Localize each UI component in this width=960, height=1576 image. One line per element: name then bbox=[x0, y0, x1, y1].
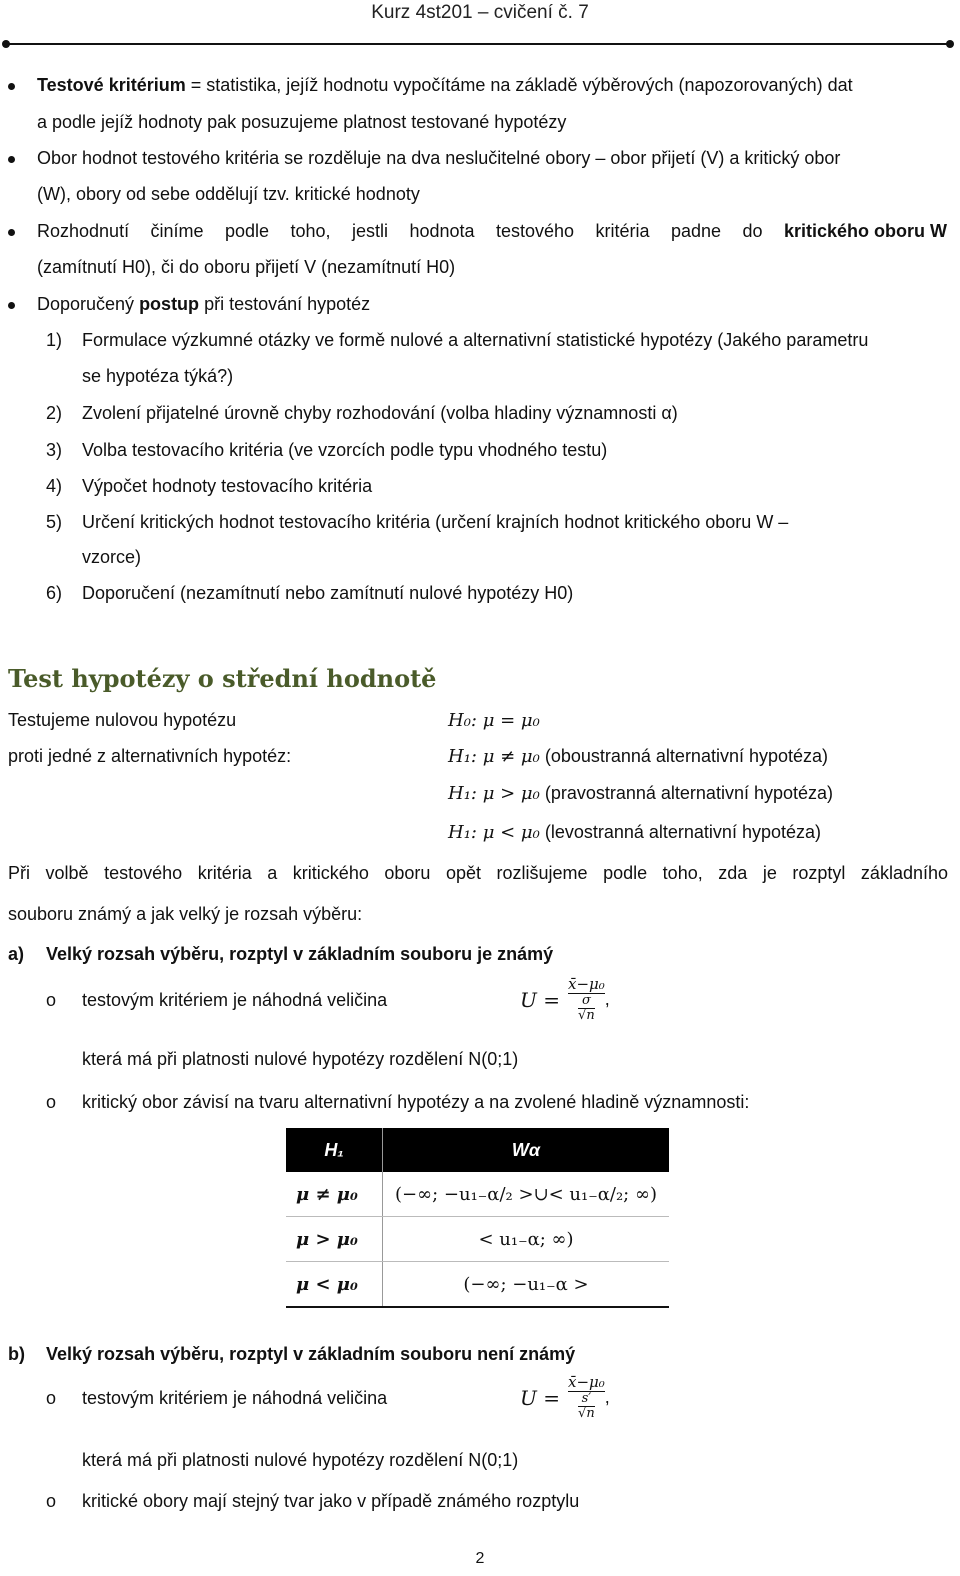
word: padne bbox=[670, 221, 722, 241]
denominator-top: s′ bbox=[581, 1390, 592, 1406]
bullet-4-line-1 bbox=[37, 294, 370, 315]
h1-formula: H₁: μ ≠ μ₀ bbox=[448, 746, 540, 767]
table-row bbox=[286, 1262, 669, 1308]
step-text: Doporučení (nezamítnutí nebo zamítnutí nulové hypotézy H0) bbox=[82, 583, 574, 603]
case-b-title: Velký rozsah výběru, rozptyl v základním souboru není známý bbox=[46, 1344, 576, 1364]
h1-desc: (levostranná alternativní hypotéza) bbox=[539, 822, 821, 842]
denominator-bottom: √n bbox=[578, 1405, 595, 1421]
table-cell: (−∞; −u₁₋α/₂ >∪< u₁₋α/₂; ∞) bbox=[383, 1172, 670, 1217]
case-a-label: a) bbox=[8, 944, 25, 964]
term-bold: postup bbox=[139, 294, 200, 314]
step-text: se hypotéza týká?) bbox=[82, 366, 234, 386]
h1-formula: H₁: μ < μ₀ bbox=[448, 822, 540, 843]
word: Rozhodnutí bbox=[37, 221, 130, 241]
table-header: Wα bbox=[383, 1128, 670, 1172]
list-marker: o bbox=[46, 1092, 57, 1112]
step-number: 6) bbox=[46, 583, 63, 603]
alternative-1 bbox=[448, 746, 828, 767]
fraction-numerator: x̄−μ₀ bbox=[567, 1373, 605, 1391]
word: činíme bbox=[150, 221, 204, 241]
fraction bbox=[568, 976, 605, 1023]
page-header: Kurz 4st201 – cvičení č. 7 bbox=[371, 2, 589, 23]
table-cell: μ < μ₀ bbox=[286, 1262, 383, 1308]
bullet-4-text: Doporučený bbox=[37, 294, 140, 314]
case-a-distribution: která má při platnosti nulové hypotézy rozdělení N(0;1) bbox=[82, 1049, 519, 1069]
fraction-denominator bbox=[578, 994, 595, 1024]
case-b-formula bbox=[520, 1374, 610, 1421]
step-text: Formulace výzkumné otázky ve formě nulové a alternativní statistické hypotézy (Jakého parametru bbox=[82, 330, 869, 350]
critical-region-table bbox=[286, 1128, 669, 1308]
word: do bbox=[742, 221, 763, 241]
h1-desc: (pravostranná alternativní hypotéza) bbox=[539, 783, 834, 803]
bullet-dot bbox=[8, 83, 15, 90]
bullet-dot bbox=[8, 229, 15, 236]
case-a-item-1: testovým kritériem je náhodná veličina bbox=[82, 990, 388, 1010]
word: hodnota bbox=[409, 221, 475, 241]
h0-formula: H₀: μ = μ₀ bbox=[448, 710, 540, 731]
case-b-label: b) bbox=[8, 1344, 25, 1364]
case-a-title: Velký rozsah výběru, rozptyl v základním souboru je známý bbox=[46, 944, 554, 964]
step-text: Určení kritických hodnot testovacího kritéria (určení krajních hodnot kritického oboru W – bbox=[82, 512, 789, 532]
case-a-item-2: kritický obor závisí na tvaru alternativní hypotézy a na zvolené hladině významnosti: bbox=[82, 1092, 750, 1112]
formula-lhs: U = bbox=[520, 987, 560, 1012]
bullet-1-line-1 bbox=[37, 75, 853, 96]
formula-lhs: U = bbox=[520, 1385, 560, 1410]
bullet-3-line-2: (zamítnutí H0), či do oboru přijetí V (nezamítnutí H0) bbox=[37, 257, 456, 277]
case-a-formula bbox=[520, 976, 610, 1023]
word: kritéria bbox=[595, 221, 650, 241]
paragraph-line-1: Při volbě testového kritéria a kritického oboru opět rozlišujeme podle toho, zda je rozptyl základního bbox=[8, 863, 948, 883]
list-marker: o bbox=[46, 1491, 57, 1511]
table-row bbox=[286, 1217, 669, 1262]
h1-desc: (oboustranná alternativní hypotéza) bbox=[539, 746, 829, 766]
step-text: Volba testovacího kritéria (ve vzorcích podle typu vhodného testu) bbox=[82, 440, 608, 460]
list-marker: o bbox=[46, 990, 57, 1010]
table-cell: (−∞; −u₁₋α > bbox=[383, 1262, 670, 1308]
word: toho, bbox=[290, 221, 331, 241]
step-number: 3) bbox=[46, 440, 63, 460]
h1-formula: H₁: μ > μ₀ bbox=[448, 783, 540, 804]
denominator-bottom: √n bbox=[578, 1007, 595, 1023]
bullet-1-line-2: a podle jejíž hodnoty pak posuzujeme platnost testované hypotézy bbox=[37, 112, 567, 132]
comma: , bbox=[604, 1387, 610, 1408]
word: podle bbox=[225, 221, 270, 241]
fraction-numerator: x̄−μ₀ bbox=[567, 975, 605, 993]
table-cell: μ ≠ μ₀ bbox=[286, 1172, 383, 1217]
alternative-3 bbox=[448, 822, 821, 843]
case-b-item-2: kritické obory mají stejný tvar jako v případě známého rozptylu bbox=[82, 1491, 580, 1511]
case-b-item-1: testovým kritériem je náhodná veličina bbox=[82, 1388, 388, 1408]
bullet-dot bbox=[8, 156, 15, 163]
table-header: H₁ bbox=[286, 1128, 383, 1172]
step-number: 4) bbox=[46, 476, 63, 496]
word: jestli bbox=[352, 221, 389, 241]
header-rule bbox=[6, 43, 950, 45]
alternative-2 bbox=[448, 783, 833, 804]
paragraph-line-2: souboru známý a jak velký je rozsah výběru: bbox=[8, 904, 363, 924]
bullet-dot bbox=[8, 302, 15, 309]
table-header-row bbox=[286, 1128, 669, 1172]
comma: , bbox=[604, 989, 610, 1010]
page-number: 2 bbox=[475, 1550, 485, 1567]
list-marker: o bbox=[46, 1388, 57, 1408]
bullet-2-line-1: Obor hodnot testového kritéria se rozděluje na dva neslučitelné obory – obor přijetí (V) a kritický obor bbox=[37, 148, 841, 168]
word: testového bbox=[496, 221, 575, 241]
null-hypothesis-label: Testujeme nulovou hypotézu bbox=[8, 710, 237, 730]
step-text: Výpočet hodnoty testovacího kritéria bbox=[82, 476, 373, 496]
bullet-3-line-1 bbox=[37, 221, 947, 242]
term-bold: Testové kritérium bbox=[37, 75, 186, 95]
fraction-denominator bbox=[578, 1392, 595, 1422]
fraction bbox=[568, 1374, 605, 1421]
bullet-4-text: při testování hypotéz bbox=[199, 294, 371, 314]
alternative-label: proti jedné z alternativních hypotéz: bbox=[8, 746, 292, 766]
step-text: vzorce) bbox=[82, 547, 142, 567]
table-cell: μ > μ₀ bbox=[286, 1217, 383, 1262]
denominator-top: σ bbox=[581, 992, 591, 1008]
step-number: 2) bbox=[46, 403, 63, 423]
table-cell: < u₁₋α; ∞) bbox=[383, 1217, 670, 1262]
step-number: 5) bbox=[46, 512, 63, 532]
step-text: Zvolení přijatelné úrovně chyby rozhodování (volba hladiny významnosti α) bbox=[82, 403, 678, 423]
term-bold: kritického oboru W bbox=[783, 221, 947, 241]
bullet-2-line-2: (W), obory od sebe oddělují tzv. kritické hodnoty bbox=[37, 184, 420, 204]
step-number: 1) bbox=[46, 330, 63, 350]
table-row bbox=[286, 1172, 669, 1217]
case-b-distribution: která má při platnosti nulové hypotézy rozdělení N(0;1) bbox=[82, 1450, 519, 1470]
section-title: Test hypotézy o střední hodnotě bbox=[8, 664, 437, 693]
bullet-1-text: = statistika, jejíž hodnotu vypočítáme na základě výběrových (napozorovaných) dat bbox=[185, 75, 853, 95]
